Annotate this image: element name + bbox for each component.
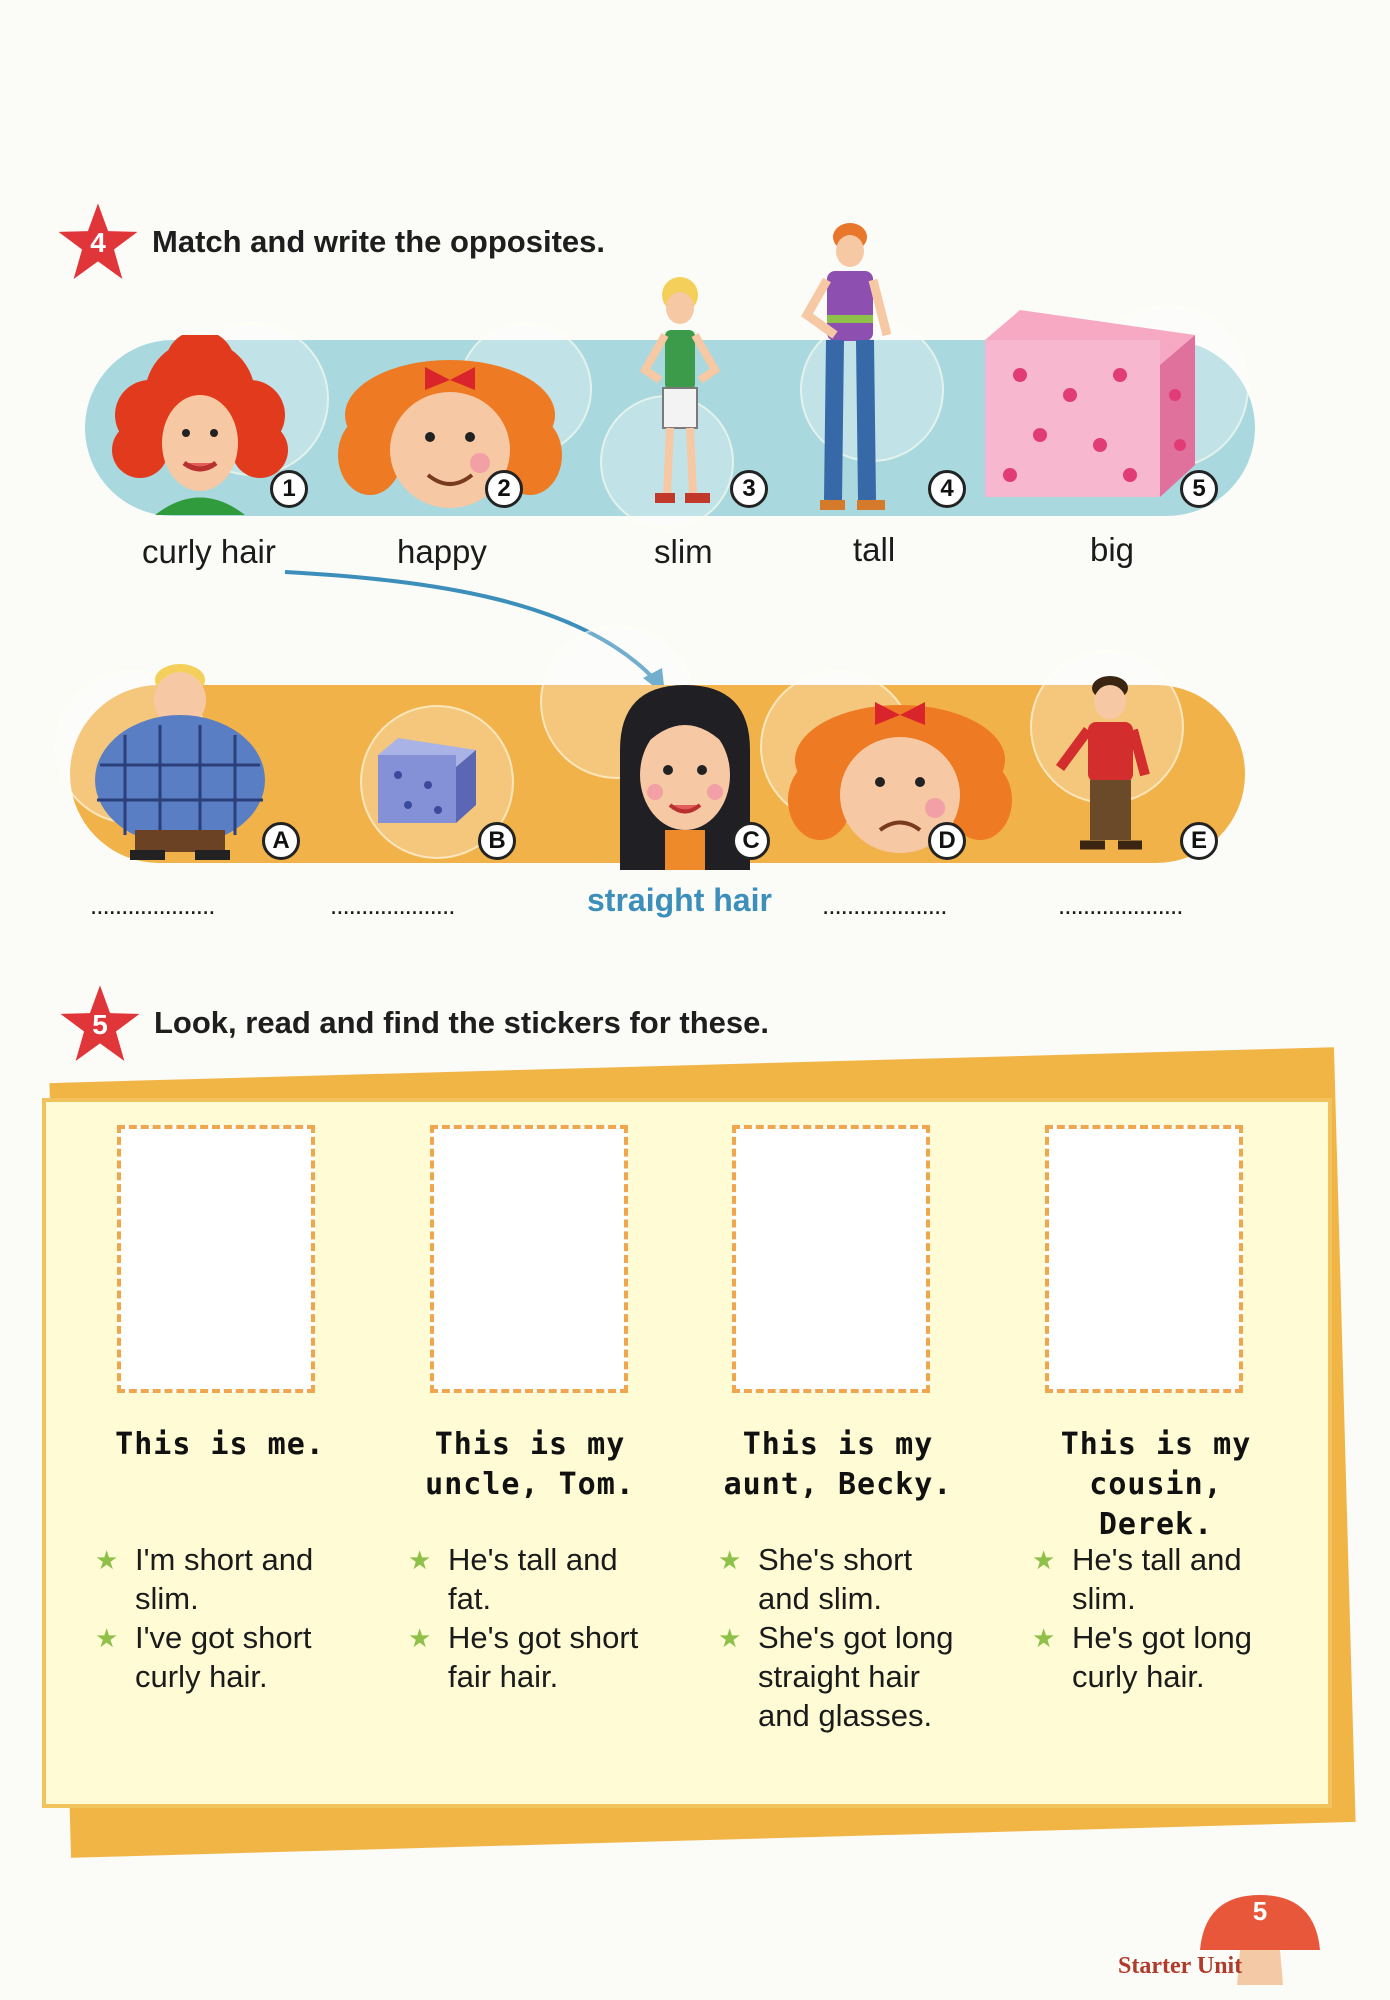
item-letter-badge: E [1180,822,1218,860]
word-happy: happy [397,533,487,570]
exercise-4-number: 4 [90,227,106,258]
star-bullet-icon: ★ [1032,1545,1056,1575]
star-bullet-icon: ★ [95,1545,119,1575]
answer-example-c: straight hair [587,882,772,918]
exercise-5-title: Look, read and find the stickers for these. [154,1005,769,1040]
sticker-slot-uncle-tom[interactable] [430,1125,628,1393]
star-bullet-icon: ★ [718,1623,742,1653]
item-letter-badge: C [732,822,770,860]
star-bullet-icon: ★ [408,1623,432,1653]
unit-label: Starter Unit [1118,1953,1243,1979]
word-slim: slim [654,533,713,570]
caption-card-2 [410,1425,650,1505]
star-bullet-icon: ★ [95,1623,119,1653]
star-bullet-icon: ★ [1032,1623,1056,1653]
caption-card-1 [100,1425,340,1465]
caption-card-4 [1036,1425,1276,1545]
caption-line-1: This is my [1060,1427,1252,1462]
page-number: 5 [1252,1896,1268,1926]
star-bullet-icon: ★ [718,1545,742,1575]
star-bullet-icon: ★ [408,1545,432,1575]
happy-girl-picture [330,345,570,515]
fact-item: ★ He's got long curly hair. [1032,1620,1252,1694]
caption-line-2: cousin, Derek. [1089,1467,1223,1542]
facts-card-1 [95,1540,345,1696]
caption-card-3 [718,1425,958,1505]
caption-line-1: This is me. [115,1427,325,1462]
short-boy-picture [1050,670,1160,860]
big-pink-box-picture [980,305,1200,500]
slim-boy-picture [625,270,735,520]
answer-blank-d[interactable]: .................... [822,890,947,920]
item-number-badge: 5 [1180,470,1218,508]
fact-item: ★ She's got long straight hair and glasses. [718,1620,954,1733]
item-letter-badge: D [928,822,966,860]
fat-boy-picture [85,655,275,865]
caption-line-1: This is my [434,1427,626,1462]
sad-girl-picture [780,690,1020,860]
item-number-badge: 2 [485,470,523,508]
word-big: big [1090,531,1135,568]
fact-item: ★ She's short and slim. [718,1542,913,1616]
fact-item: ★ I'm short and slim. [95,1542,314,1616]
caption-line-1: This is my [742,1427,934,1462]
small-blue-box-picture [378,735,478,825]
facts-card-3 [718,1540,968,1735]
caption-line-2: uncle, Tom. [425,1467,635,1502]
word-tall: tall [853,531,896,568]
item-number-badge: 4 [928,470,966,508]
answer-blank-a[interactable]: .................... [90,890,215,920]
answer-blank-e[interactable]: .................... [1058,890,1183,920]
exercise-5-number: 5 [92,1009,108,1040]
exercise-4-title: Match and write the opposites. [152,224,605,259]
fact-item: ★ I've got short curly hair. [95,1620,312,1694]
item-number-badge: 3 [730,470,768,508]
answer-blank-b[interactable]: .................... [330,890,455,920]
tall-boy-picture [795,215,905,520]
facts-card-4 [1032,1540,1282,1696]
sticker-slot-me[interactable] [117,1125,315,1393]
item-letter-badge: A [262,822,300,860]
facts-card-2 [408,1540,658,1696]
item-letter-badge: B [478,822,516,860]
item-number-badge: 1 [270,470,308,508]
sticker-slot-aunt-becky[interactable] [732,1125,930,1393]
fact-item: ★ He's got short fair hair. [408,1620,639,1694]
sticker-slot-cousin-derek[interactable] [1045,1125,1243,1393]
word-curly-hair: curly hair [142,533,276,570]
caption-line-2: aunt, Becky. [723,1467,953,1502]
fact-item: ★ He's tall and slim. [1032,1542,1242,1616]
fact-item: ★ He's tall and fat. [408,1542,618,1616]
